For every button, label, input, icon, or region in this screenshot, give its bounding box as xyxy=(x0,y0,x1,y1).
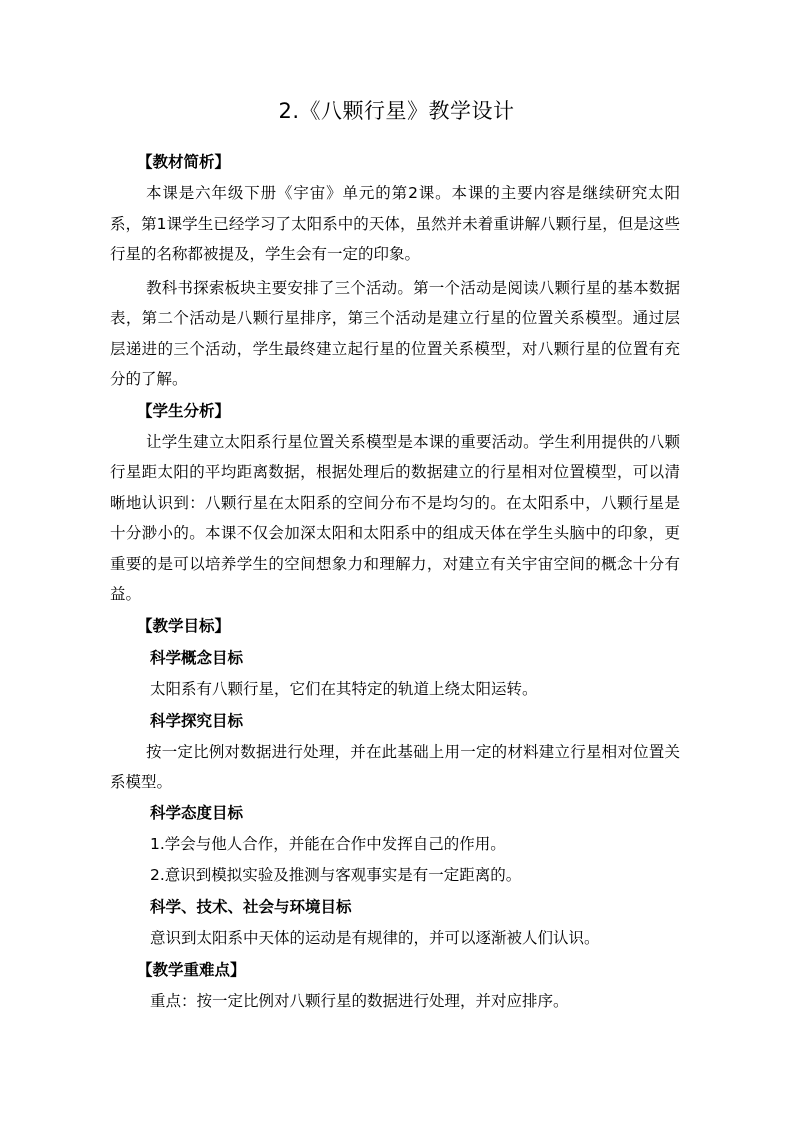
document-body xyxy=(110,146,680,1017)
goal-inquiry-text: 按一定比例对数据进行处理，并在此基础上用一定的材料建立行星相对位置关系模型。 xyxy=(110,742,680,791)
goal-attitude-title: 科学态度目标 xyxy=(150,803,244,822)
section-heading-goals: 【教学目标】 xyxy=(137,616,231,635)
key-point-text: 重点：按一定比例对八颗行星的数据进行处理，并对应排序。 xyxy=(150,991,569,1010)
goal-sts-text: 意识到太阳系中天体的运动是有规律的，并可以逐渐被人们认识。 xyxy=(150,928,600,947)
students-paragraph-1: 让学生建立太阳系行星位置关系模型是本课的重要活动。学生利用提供的八颗行星距太阳的平均距离数据，根据处理后的数据建立的行星相对位置模型，可以清晰地认识到：八颗行星在太阳系的空间分布不是均匀的。在太阳系中，八颗行星是十分渺小的。本课不仅会加深太阳和太阳系中的组成天体在学生头脑中的印象，更重要的是可以培养学生的空间想象力和理解力，对建立有关宇宙空间的概念十分有益。 xyxy=(110,432,680,603)
goal-sts-title: 科学、技术、社会与环境目标 xyxy=(150,897,352,916)
goal-concept-text: 太阳系有八颗行星，它们在其特定的轨道上绕太阳运转。 xyxy=(150,679,538,698)
goal-attitude-item-1: 1.学会与他人合作，并能在合作中发挥自己的作用。 xyxy=(150,834,506,853)
textbook-paragraph-2: 教科书探索板块主要安排了三个活动。第一个活动是阅读八颗行星的基本数据表，第二个活动是八颗行星排序，第三个活动是建立行星的位置关系模型。通过层层递进的三个活动，学生最终建立起行星的位置关系模型，对八颗行星的位置有充分的了解。 xyxy=(110,278,680,388)
document-title: 2.《八颗行星》教学设计 xyxy=(278,99,515,123)
textbook-paragraph-1: 本课是六年级下册《宇宙》单元的第2课。本课的主要内容是继续研究太阳系，第1课学生已经学习了太阳系中的天体，虽然并未着重讲解八颗行星，但是这些行星的名称都被提及，学生会有一定的印象。 xyxy=(110,184,680,263)
section-heading-students: 【学生分析】 xyxy=(137,401,231,420)
goal-attitude-item-2: 2.意识到模拟实验及推测与客观事实是有一定距离的。 xyxy=(150,865,522,884)
section-heading-textbook: 【教材简析】 xyxy=(137,153,231,171)
goal-concept-title: 科学概念目标 xyxy=(150,648,244,667)
goal-inquiry-title: 科学探究目标 xyxy=(150,711,244,730)
section-heading-key-points: 【教学重难点】 xyxy=(137,960,246,979)
